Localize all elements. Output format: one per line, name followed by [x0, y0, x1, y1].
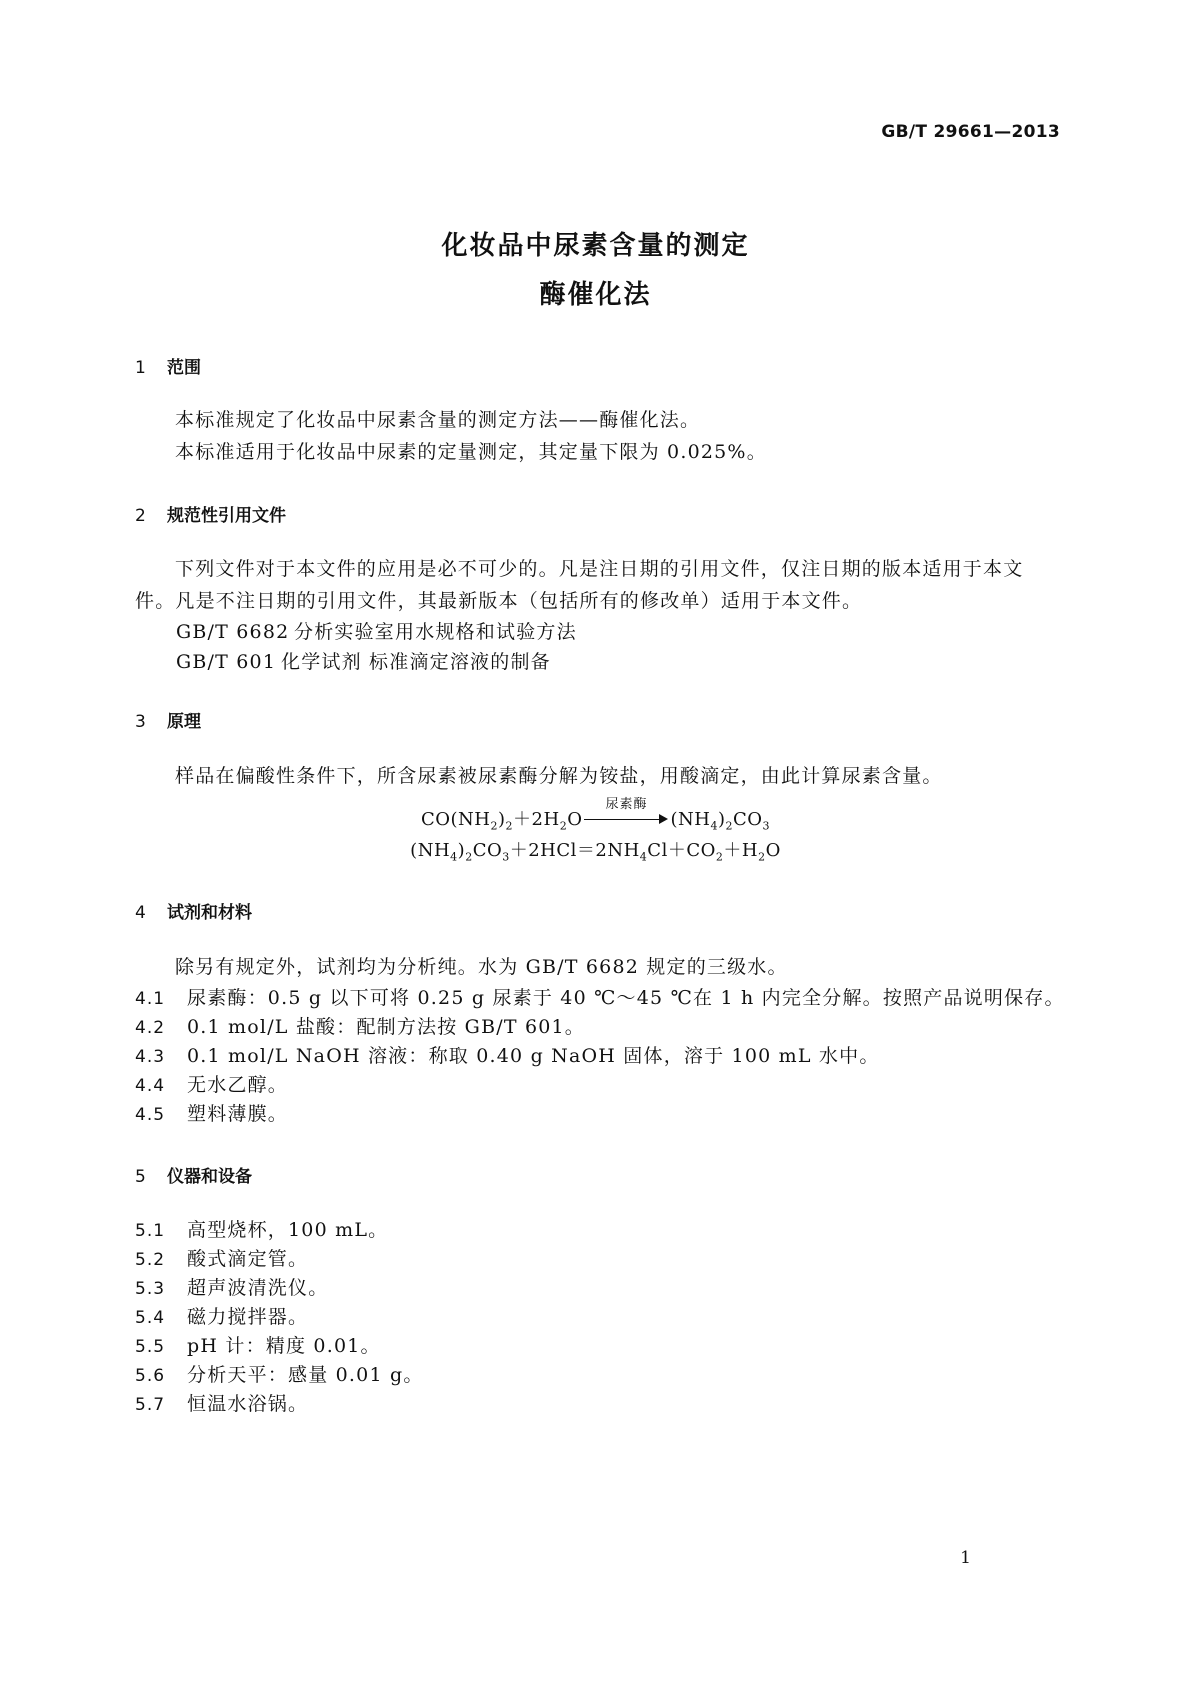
standard-code: GB/T 29661—2013 [881, 122, 1060, 142]
section-heading-principle [135, 707, 201, 732]
reference-item [176, 617, 577, 644]
document-title [0, 225, 1191, 311]
catalyst-label: 尿素酶 [605, 797, 648, 812]
list-item [135, 1360, 424, 1387]
reference-item [176, 647, 551, 674]
item-number: 5.2 [135, 1250, 166, 1270]
item-text: 高型烧杯，100 mL。 [187, 1219, 389, 1241]
item-text: 尿素酶：0.5 g 以下可将 0.25 g 尿素于 40 ℃～45 ℃在 1 h 内完全分解。按照产品说明保存。 [187, 987, 1065, 1009]
item-text: 无水乙醇。 [187, 1074, 289, 1096]
list-item [135, 1099, 288, 1126]
item-number: 4.4 [135, 1076, 166, 1096]
item-text: pH 计：精度 0.01。 [187, 1335, 381, 1357]
references-paragraph: 下列文件对于本文件的应用是必不可少的。凡是注日期的引用文件，仅注日期的版本适用于本文件。凡是不注日期的引用文件，其最新版本（包括所有的修改单）适用于本文件。 [135, 558, 1024, 612]
list-item [135, 1244, 308, 1271]
list-item [135, 1041, 880, 1068]
section-title: 范围 [167, 358, 201, 378]
section-title: 原理 [167, 712, 201, 732]
list-item [135, 1070, 288, 1097]
list-item [135, 1012, 585, 1039]
section-number: 2 [135, 506, 146, 526]
section-heading-apparatus [135, 1162, 252, 1187]
item-number: 5.3 [135, 1279, 166, 1299]
item-text: 分析天平：感量 0.01 g。 [187, 1364, 424, 1386]
section-heading-reagents [135, 898, 252, 923]
reagents-paragraph: 除另有规定外，试剂均为分析纯。水为 GB/T 6682 规定的三级水。 [175, 956, 788, 978]
section-heading-normative-references [135, 501, 286, 526]
section-number: 4 [135, 903, 146, 923]
scope-paragraph-1: 本标准规定了化妆品中尿素含量的测定方法——酶催化法。 [175, 409, 701, 431]
reaction-arrow [584, 797, 668, 830]
item-number: 4.3 [135, 1047, 166, 1067]
section-heading-scope [135, 353, 201, 378]
title-main: 化妆品中尿素含量的测定 [441, 231, 750, 261]
item-text: 塑料薄膜。 [187, 1103, 289, 1125]
list-item [135, 983, 1065, 1010]
list-item [135, 1389, 308, 1416]
section-number: 5 [135, 1167, 146, 1187]
list-item [135, 1273, 328, 1300]
list-item [135, 1302, 308, 1329]
item-number: 5.5 [135, 1337, 166, 1357]
list-item [135, 1331, 381, 1358]
section-number: 1 [135, 358, 146, 378]
reaction-equation-2: $(NH_4)_2CO_3+2HCl=2NH_4Cl+CO_2+H_2O$ [410, 840, 781, 864]
principle-paragraph: 样品在偏酸性条件下，所含尿素被尿素酶分解为铵盐，用酸滴定，由此计算尿素含量。 [175, 765, 943, 787]
item-number: 5.4 [135, 1308, 166, 1328]
item-text: 恒温水浴锅。 [187, 1393, 309, 1415]
item-text: 0.1 mol/L NaOH 溶液：称取 0.40 g NaOH 固体，溶于 100 mL 水中。 [187, 1045, 880, 1067]
item-number: 4.5 [135, 1105, 166, 1125]
reference-code: GB/T 601 [176, 651, 277, 673]
section-number: 3 [135, 712, 146, 732]
section-title: 规范性引用文件 [167, 506, 286, 526]
item-text: 磁力搅拌器。 [187, 1306, 309, 1328]
reference-code: GB/T 6682 [176, 621, 290, 643]
page-number: 1 [960, 1548, 971, 1568]
list-item [135, 1215, 388, 1242]
scope-paragraph-2: 本标准适用于化妆品中尿素的定量测定，其定量下限为 0.025%。 [175, 441, 767, 463]
reaction-equation-1: $CO(NH_2)_2+2H_2O$ 尿素酶 $(NH_4)_2CO_3$ [0, 805, 1191, 833]
item-number: 5.6 [135, 1366, 166, 1386]
section-title: 仪器和设备 [167, 1167, 252, 1187]
item-number: 5.1 [135, 1221, 166, 1241]
title-method: 酶催化法 [539, 280, 652, 310]
item-text: 酸式滴定管。 [187, 1248, 309, 1270]
item-number: 4.1 [135, 989, 166, 1009]
reference-title: 化学试剂 标准滴定溶液的制备 [281, 651, 551, 673]
item-number: 5.7 [135, 1395, 166, 1415]
item-number: 4.2 [135, 1018, 166, 1038]
reference-title: 分析实验室用水规格和试验方法 [294, 621, 577, 643]
item-text: 0.1 mol/L 盐酸：配制方法按 GB/T 601。 [187, 1016, 586, 1038]
item-text: 超声波清洗仪。 [187, 1277, 329, 1299]
section-title: 试剂和材料 [167, 903, 252, 923]
